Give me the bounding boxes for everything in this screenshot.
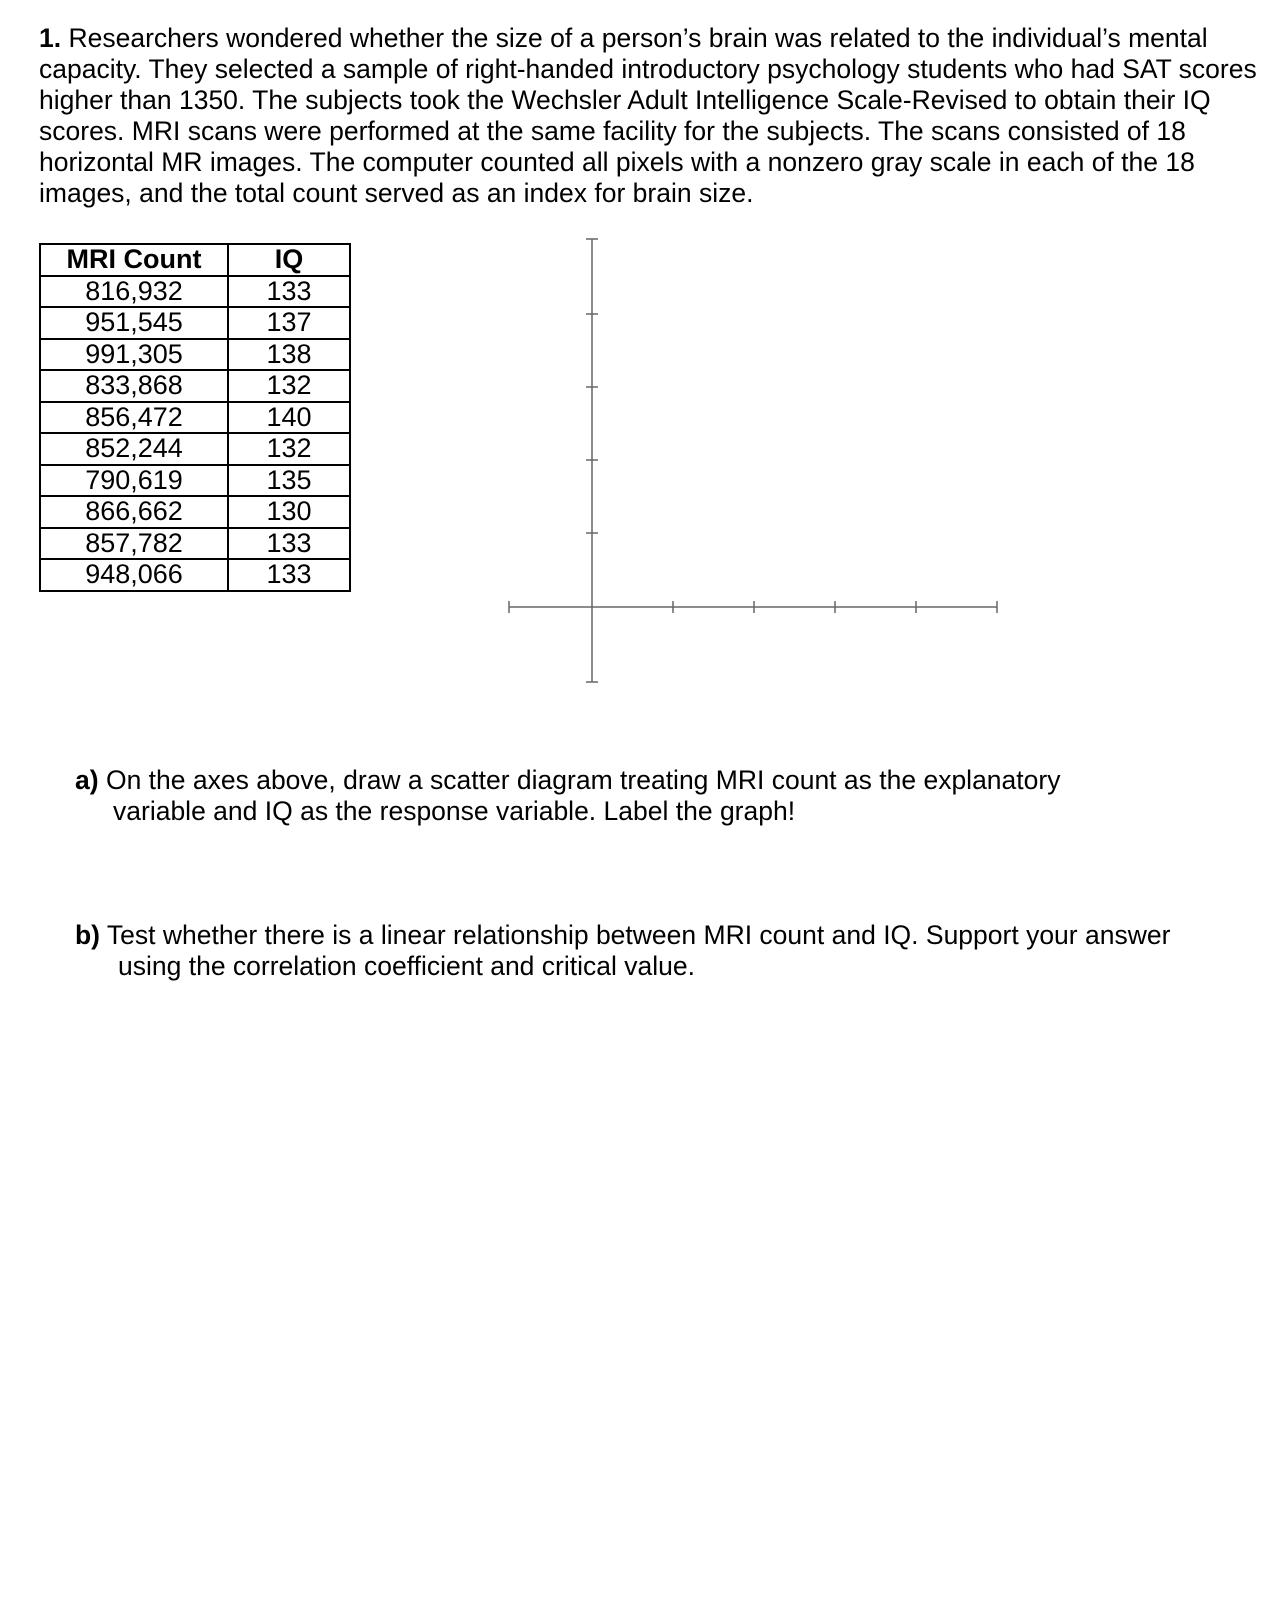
table-row xyxy=(40,496,350,528)
table-row xyxy=(40,433,350,465)
mri-count-cell: 857,782 xyxy=(40,528,228,560)
problem-number: 1. xyxy=(39,23,62,53)
table-row xyxy=(40,528,350,560)
table-row xyxy=(40,276,350,308)
iq-cell: 132 xyxy=(228,433,350,465)
question-a-label: a) xyxy=(75,765,99,795)
column-header-mri-count: MRI Count xyxy=(40,244,228,276)
data-table xyxy=(39,243,351,592)
table-row xyxy=(40,559,350,591)
problem-text: Researchers wondered whether the size of a person’s brain was related to the individual’s mental capacity. They selected a sample of right-handed introductory psychology students who had SAT scores higher than 1350. The subjects took the Wechsler Adult Intelligence Scale-Revised to obtain their IQ scores. MRI scans were performed at the same facility for the subjects. The scans consisted of 18 horizontal MR images. The computer counted all pixels with a nonzero gray scale in each of the 18 images, and the total count served as an index for brain size. xyxy=(39,23,1257,208)
problem-statement xyxy=(39,23,1279,209)
iq-cell: 137 xyxy=(228,307,350,339)
iq-cell: 140 xyxy=(228,402,350,434)
question-a xyxy=(75,765,1175,827)
table-row xyxy=(40,339,350,371)
question-a-line2: variable and IQ as the response variable. Label the graph! xyxy=(113,796,796,826)
mri-count-cell: 852,244 xyxy=(40,433,228,465)
question-b xyxy=(75,920,1245,982)
iq-cell: 133 xyxy=(228,276,350,308)
table-row xyxy=(40,370,350,402)
mri-count-cell: 790,619 xyxy=(40,465,228,497)
mri-count-cell: 833,868 xyxy=(40,370,228,402)
iq-cell: 130 xyxy=(228,496,350,528)
iq-cell: 135 xyxy=(228,465,350,497)
table-header-row xyxy=(40,244,350,276)
table-row xyxy=(40,307,350,339)
iq-cell: 133 xyxy=(228,559,350,591)
mri-count-cell: 991,305 xyxy=(40,339,228,371)
iq-cell: 138 xyxy=(228,339,350,371)
question-b-label: b) xyxy=(75,920,101,950)
blank-axes[interactable] xyxy=(500,230,1030,700)
mri-count-cell: 948,066 xyxy=(40,559,228,591)
mri-count-cell: 816,932 xyxy=(40,276,228,308)
question-a-line1: On the axes above, draw a scatter diagram treating MRI count as the explanatory xyxy=(105,765,1061,795)
question-b-line1: Test whether there is a linear relationship between MRI count and IQ. Support your answer xyxy=(106,920,1171,950)
iq-cell: 133 xyxy=(228,528,350,560)
mri-count-cell: 866,662 xyxy=(40,496,228,528)
mri-count-cell: 951,545 xyxy=(40,307,228,339)
table-row xyxy=(40,465,350,497)
table-row xyxy=(40,402,350,434)
column-header-iq: IQ xyxy=(228,244,350,276)
mri-count-cell: 856,472 xyxy=(40,402,228,434)
iq-cell: 132 xyxy=(228,370,350,402)
question-b-line2: using the correlation coefficient and critical value. xyxy=(118,951,695,981)
